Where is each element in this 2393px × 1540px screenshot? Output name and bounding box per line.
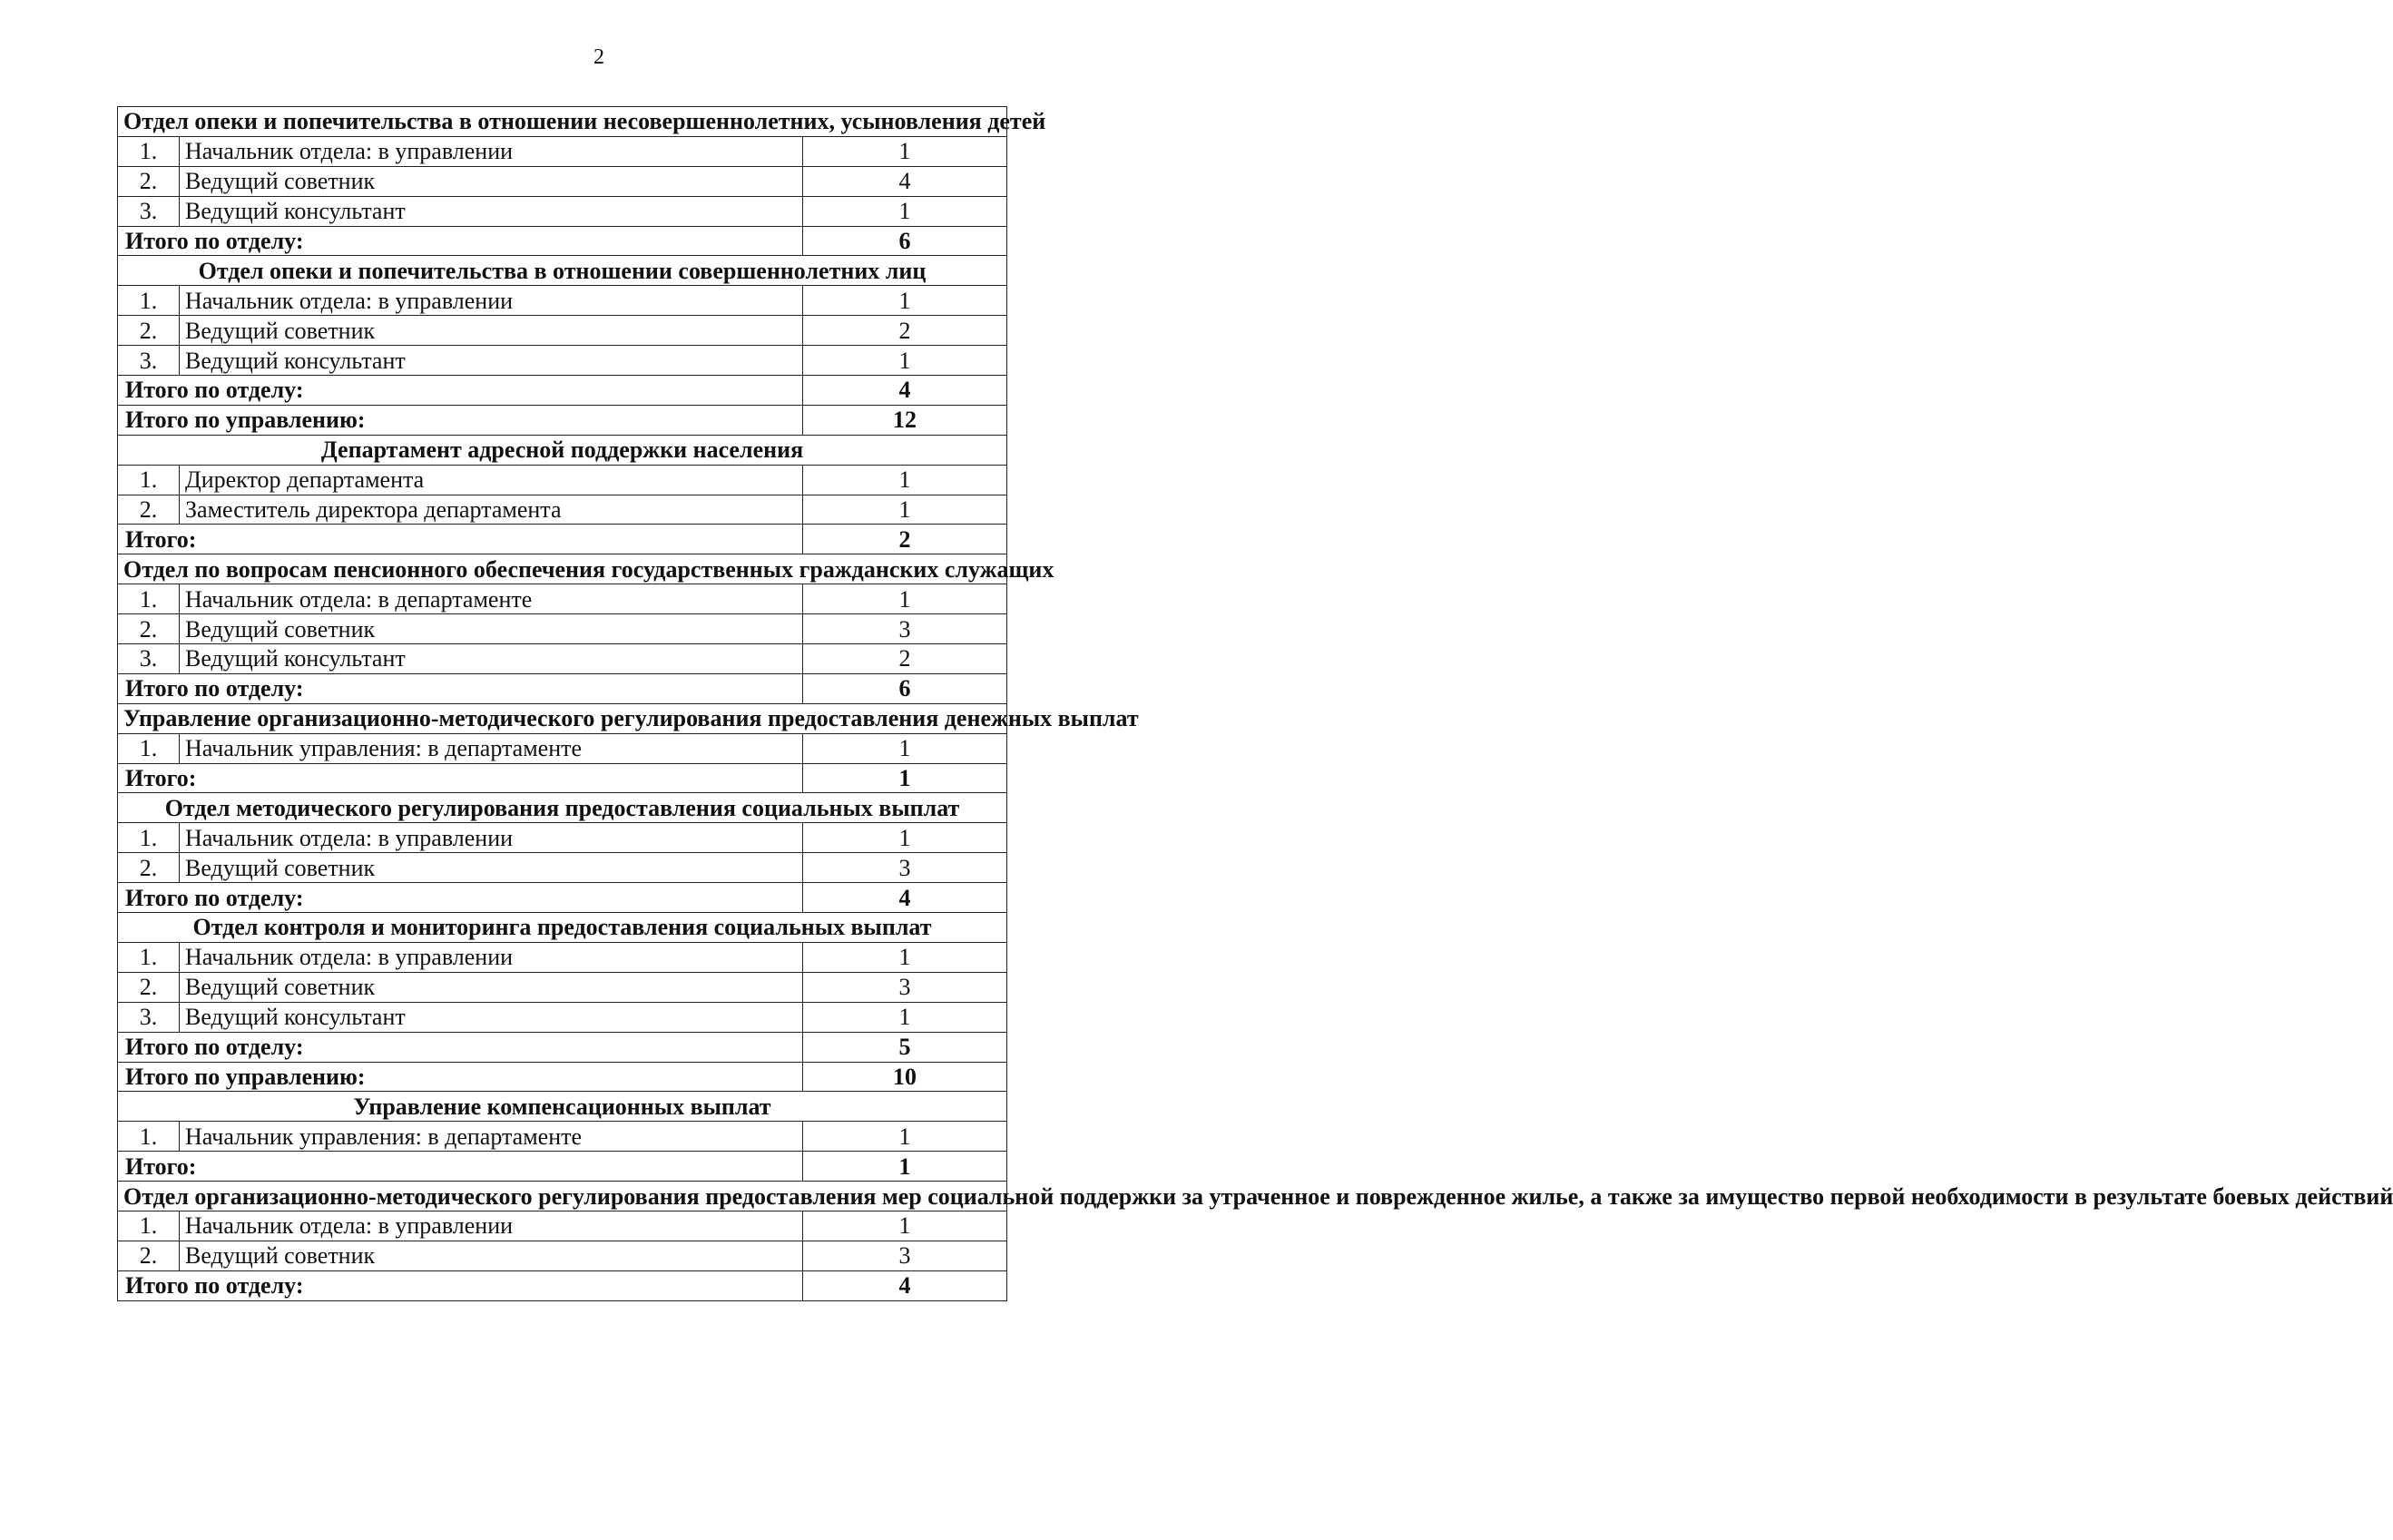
- position-count: 1: [803, 733, 1007, 763]
- position-count: 4: [803, 166, 1007, 196]
- row-number: 1.: [118, 823, 180, 853]
- total-row: [118, 226, 1007, 256]
- staffing-table: [117, 106, 2393, 1301]
- position-count: 1: [803, 823, 1007, 853]
- section-title: Департамент адресной поддержки населения: [118, 435, 1007, 465]
- position-count: 1: [803, 286, 1007, 316]
- position-name: Ведущий советник: [180, 972, 803, 1002]
- row-number: 1.: [118, 584, 180, 614]
- row-number: 1.: [118, 1122, 180, 1152]
- section-header-row: [118, 793, 1007, 823]
- total-row: [118, 525, 1007, 554]
- section-header-row: [118, 107, 1007, 137]
- section-header-row: [118, 1092, 1007, 1122]
- table-row: [118, 286, 1007, 316]
- position-count: 3: [803, 1241, 1007, 1270]
- total-label: Итого по отделу:: [118, 226, 803, 256]
- total-label: Итого по отделу:: [118, 376, 803, 406]
- total-row: [118, 763, 1007, 793]
- table-row: [118, 1211, 1007, 1241]
- row-number: 1.: [118, 733, 180, 763]
- section-header-row: [118, 703, 1007, 733]
- table-row: [118, 166, 1007, 196]
- total-row: [118, 376, 1007, 406]
- position-name: Ведущий консультант: [180, 644, 803, 674]
- position-count: 1: [803, 1002, 1007, 1032]
- table-row: [118, 1002, 1007, 1032]
- table-row: [118, 316, 1007, 346]
- total-count: 2: [803, 525, 1007, 554]
- position-count: 1: [803, 465, 1007, 495]
- row-number: 1.: [118, 465, 180, 495]
- table-row: [118, 853, 1007, 883]
- position-count: 1: [803, 196, 1007, 226]
- total-row: [118, 405, 1007, 435]
- position-count: 3: [803, 853, 1007, 883]
- total-row: [118, 673, 1007, 703]
- position-count: 2: [803, 644, 1007, 674]
- position-name: Ведущий консультант: [180, 1002, 803, 1032]
- position-name: Ведущий советник: [180, 316, 803, 346]
- total-count: 4: [803, 376, 1007, 406]
- total-label: Итого по отделу:: [118, 883, 803, 913]
- table-row: [118, 942, 1007, 972]
- table-row: [118, 644, 1007, 674]
- section-title: Отдел опеки и попечительства в отношении совершеннолетних лиц: [118, 256, 1007, 286]
- table-row: [118, 823, 1007, 853]
- position-name: Ведущий советник: [180, 166, 803, 196]
- table-row: [118, 346, 1007, 376]
- section-title: Управление организационно-методического регулирования предоставления денежных выплат: [118, 703, 1007, 733]
- position-name: Начальник отдела: в управлении: [180, 1211, 803, 1241]
- table-row: [118, 495, 1007, 525]
- row-number: 3.: [118, 346, 180, 376]
- table-row: [118, 614, 1007, 644]
- total-label: Итого:: [118, 1152, 803, 1182]
- position-count: 1: [803, 1211, 1007, 1241]
- table-row: [118, 196, 1007, 226]
- position-name: Директор департамента: [180, 465, 803, 495]
- table-row: [118, 465, 1007, 495]
- row-number: 1.: [118, 942, 180, 972]
- position-count: 1: [803, 584, 1007, 614]
- position-count: 1: [803, 136, 1007, 166]
- position-count: 2: [803, 316, 1007, 346]
- total-count: 1: [803, 1152, 1007, 1182]
- section-header-row: [118, 1182, 1007, 1211]
- row-number: 1.: [118, 286, 180, 316]
- row-number: 3.: [118, 196, 180, 226]
- section-header-row: [118, 554, 1007, 584]
- section-header-row: [118, 256, 1007, 286]
- table-row: [118, 584, 1007, 614]
- position-name: Ведущий советник: [180, 853, 803, 883]
- section-title: Управление компенсационных выплат: [118, 1092, 1007, 1122]
- position-name: Начальник управления: в департаменте: [180, 1122, 803, 1152]
- row-number: 3.: [118, 644, 180, 674]
- position-name: Ведущий советник: [180, 1241, 803, 1270]
- total-count: 4: [803, 883, 1007, 913]
- position-count: 3: [803, 614, 1007, 644]
- row-number: 2.: [118, 316, 180, 346]
- position-name: Начальник отдела: в управлении: [180, 823, 803, 853]
- staffing-table-body: [118, 107, 2393, 1301]
- position-name: Начальник отдела: в управлении: [180, 942, 803, 972]
- position-count: 1: [803, 495, 1007, 525]
- section-title: Отдел организационно-методического регулирования предоставления мер социальной поддержки за утраченное и поврежденное жилье, а также за имущество первой необходимости в результате боевых действий: [118, 1182, 1007, 1211]
- table-row: [118, 1241, 1007, 1270]
- table-row: [118, 1122, 1007, 1152]
- position-name: Начальник управления: в департаменте: [180, 733, 803, 763]
- row-number: 1.: [118, 136, 180, 166]
- row-number: 2.: [118, 495, 180, 525]
- row-number: 2.: [118, 853, 180, 883]
- position-count: 3: [803, 972, 1007, 1002]
- total-row: [118, 1062, 1007, 1092]
- row-number: 2.: [118, 166, 180, 196]
- row-number: 3.: [118, 1002, 180, 1032]
- table-row: [118, 972, 1007, 1002]
- position-count: 1: [803, 1122, 1007, 1152]
- total-count: 6: [803, 673, 1007, 703]
- row-number: 2.: [118, 972, 180, 1002]
- position-name: Заместитель директора департамента: [180, 495, 803, 525]
- section-title: Отдел контроля и мониторинга предоставления социальных выплат: [118, 913, 1007, 943]
- total-label: Итого по отделу:: [118, 1270, 803, 1300]
- total-label: Итого:: [118, 763, 803, 793]
- total-count: 4: [803, 1270, 1007, 1300]
- total-label: Итого:: [118, 525, 803, 554]
- total-label: Итого по управлению:: [118, 1062, 803, 1092]
- row-number: 2.: [118, 1241, 180, 1270]
- total-label: Итого по управлению:: [118, 405, 803, 435]
- total-row: [118, 1152, 1007, 1182]
- total-label: Итого по отделу:: [118, 673, 803, 703]
- table-row: [118, 733, 1007, 763]
- section-title: Отдел по вопросам пенсионного обеспечения государственных гражданских служащих: [118, 554, 1007, 584]
- position-name: Ведущий консультант: [180, 346, 803, 376]
- row-number: 1.: [118, 1211, 180, 1241]
- position-name: Ведущий советник: [180, 614, 803, 644]
- position-count: 1: [803, 942, 1007, 972]
- row-number: 2.: [118, 614, 180, 644]
- position-name: Начальник отдела: в департаменте: [180, 584, 803, 614]
- position-name: Начальник отдела: в управлении: [180, 286, 803, 316]
- total-count: 6: [803, 226, 1007, 256]
- total-count: 10: [803, 1062, 1007, 1092]
- total-count: 12: [803, 405, 1007, 435]
- total-row: [118, 1270, 1007, 1300]
- total-row: [118, 883, 1007, 913]
- position-name: Ведущий консультант: [180, 196, 803, 226]
- page-number: 2: [593, 45, 604, 69]
- section-title: Отдел опеки и попечительства в отношении несовершеннолетних, усыновления детей: [118, 107, 1007, 137]
- table-row: [118, 136, 1007, 166]
- total-row: [118, 1032, 1007, 1062]
- section-header-row: [118, 913, 1007, 943]
- total-count: 1: [803, 763, 1007, 793]
- position-count: 1: [803, 346, 1007, 376]
- section-header-row: [118, 435, 1007, 465]
- total-count: 5: [803, 1032, 1007, 1062]
- section-title: Отдел методического регулирования предоставления социальных выплат: [118, 793, 1007, 823]
- total-label: Итого по отделу:: [118, 1032, 803, 1062]
- position-name: Начальник отдела: в управлении: [180, 136, 803, 166]
